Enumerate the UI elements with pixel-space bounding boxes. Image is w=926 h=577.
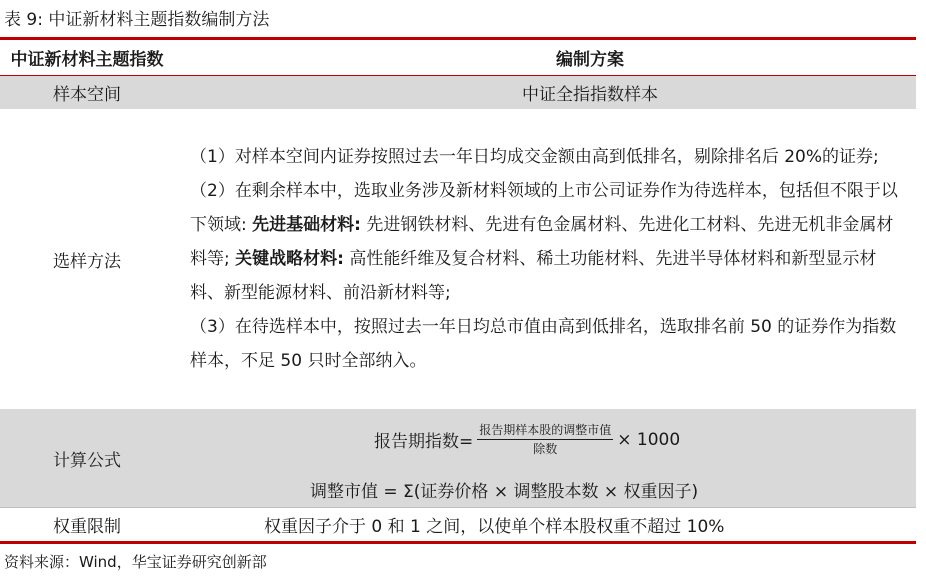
method-step-2-intro: （2）在剩余样本中，选取业务涉及新材料领域的上市公司证券作为待选样本，包括但不限于以下领域: — [190, 181, 898, 235]
formula-lhs: 报告期指数= — [374, 432, 474, 452]
method-step-1: （1）对样本空间内证券按照过去一年日均成交金额由高到低排名，剔除排名后 20%的证券; — [190, 147, 879, 167]
table-row-selection-method — [0, 109, 916, 409]
formula-rhs: × 1000 — [617, 429, 681, 450]
formula-denominator: 除数 — [533, 442, 558, 456]
row-label-sample-space: 样本空间 — [53, 85, 121, 105]
methodology-table — [0, 37, 916, 544]
row-label-formula: 计算公式 — [53, 450, 121, 471]
row-label-weight-limit: 权重限制 — [53, 517, 121, 537]
row-value-sample-space: 中证全指指数样本 — [522, 85, 658, 105]
table-header-row — [0, 40, 916, 76]
method-step-2 — [190, 174, 908, 310]
index-formula — [374, 423, 680, 456]
header-scheme: 编制方案 — [556, 50, 624, 70]
row-value-formula — [174, 409, 916, 507]
method-step-2-strategic-list: 高性能纤维及复合材料、稀土功能材料、先进半导体材料和新型显示材料、新型能源材料、前沿新材料等; — [190, 249, 877, 303]
row-label-selection-method: 选样方法 — [53, 251, 121, 272]
header-index-name: 中证新材料主题指数 — [10, 50, 164, 70]
source-note: 资料来源：Wind，华宝证券研究创新部 — [4, 553, 267, 571]
table-row-sample-space — [0, 76, 916, 109]
method-step-3: （3）在待选样本中，按照过去一年日均总市值由高到低排名，选取排名前 50 的证券作为指数样本，不足 50 只时全部纳入。 — [190, 317, 897, 371]
method-bold-advanced-basic: 先进基础材料: — [252, 215, 361, 235]
row-value-weight-limit: 权重因子介于 0 和 1 之间，以使单个样本股权重不超过 10% — [264, 517, 725, 537]
table-caption: 表 9: 中证新材料主题指数编制方法 — [4, 10, 270, 30]
table-row-weight-limit — [0, 507, 916, 541]
table-row-formula — [0, 409, 916, 507]
formula-numerator: 报告期样本股的调整市值 — [477, 423, 613, 440]
method-step-2-basic-list: 先进钢铁材料、先进有色金属材料、先进化工材料、先进无机非金属材料等; — [190, 215, 894, 269]
formula-fraction — [477, 423, 613, 456]
adjusted-market-value-formula: 调整市值 = Σ(证券价格 × 调整股本数 × 权重因子) — [310, 482, 699, 502]
row-value-selection-method — [174, 109, 916, 409]
method-bold-key-strategic: 关键战略材料: — [235, 249, 344, 269]
